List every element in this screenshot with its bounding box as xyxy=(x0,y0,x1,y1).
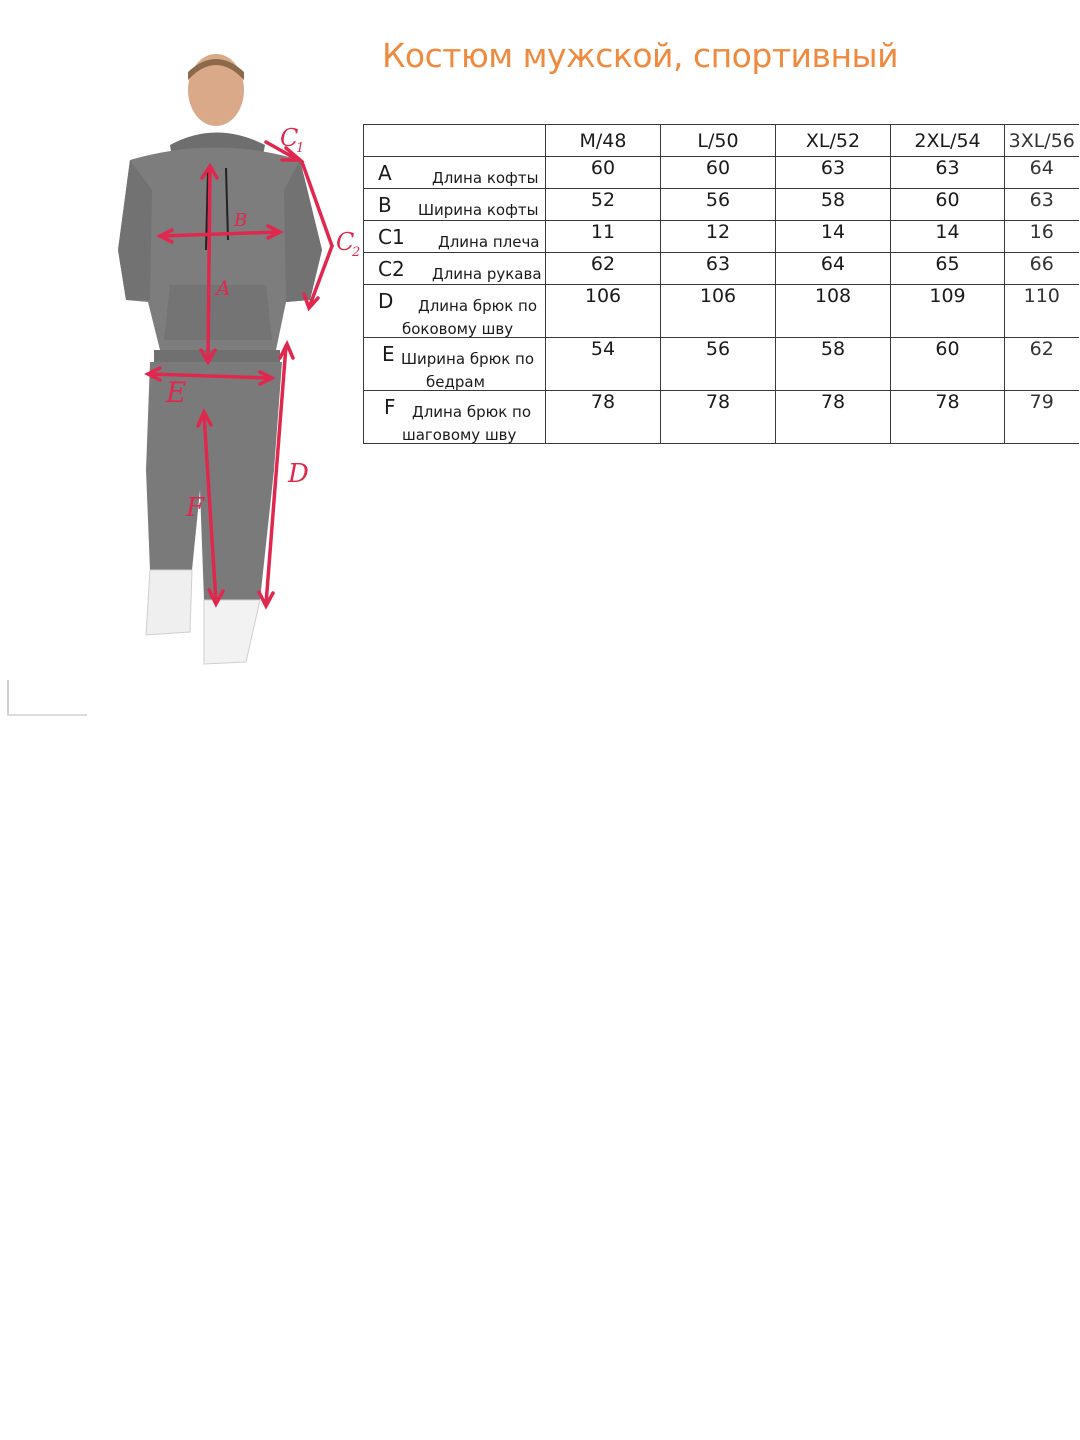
table-cell: 64 xyxy=(1005,157,1079,189)
divider-horizontal xyxy=(7,714,87,716)
row-description-line2: боковому шву xyxy=(402,320,514,338)
table-cell: 16 xyxy=(1005,221,1079,253)
row-description: Длина брюк по xyxy=(412,403,532,421)
row-description: Длина плеча xyxy=(438,233,540,251)
header-size: XL/52 xyxy=(776,125,891,157)
table-cell: 63 xyxy=(891,157,1005,189)
header-empty xyxy=(364,125,546,157)
table-cell: 63 xyxy=(1005,189,1079,221)
size-chart-table xyxy=(363,124,1079,444)
table-row xyxy=(364,253,1079,285)
table-cell: 60 xyxy=(661,157,776,189)
row-label xyxy=(364,338,546,391)
table-cell: 63 xyxy=(776,157,891,189)
row-description-line2: бедрам xyxy=(426,373,485,391)
row-label xyxy=(364,253,546,285)
row-code: A xyxy=(378,161,392,185)
table-cell: 78 xyxy=(776,391,891,444)
header-size: L/50 xyxy=(661,125,776,157)
label-a: A xyxy=(216,276,231,300)
row-label xyxy=(364,157,546,189)
table-cell: 64 xyxy=(776,253,891,285)
table-cell: 62 xyxy=(1005,338,1079,391)
table-cell: 14 xyxy=(776,221,891,253)
row-label xyxy=(364,221,546,253)
table-cell: 60 xyxy=(891,338,1005,391)
table-row xyxy=(364,285,1079,338)
header-size: 2XL/54 xyxy=(891,125,1005,157)
table-cell: 12 xyxy=(661,221,776,253)
row-description-line2: шаговому шву xyxy=(402,426,517,444)
table-cell: 108 xyxy=(776,285,891,338)
row-label xyxy=(364,391,546,444)
row-code: C2 xyxy=(378,257,405,281)
table-cell: 56 xyxy=(661,189,776,221)
table-header-row xyxy=(364,125,1079,157)
table-cell: 78 xyxy=(661,391,776,444)
row-description: Ширина кофты xyxy=(418,201,539,219)
table-row xyxy=(364,157,1079,189)
divider-vertical xyxy=(7,680,9,716)
label-b: B xyxy=(234,210,248,231)
table-row xyxy=(364,338,1079,391)
table-row xyxy=(364,189,1079,221)
table-cell: 109 xyxy=(891,285,1005,338)
table-cell: 52 xyxy=(546,189,661,221)
label-d: D xyxy=(288,459,309,489)
row-code: B xyxy=(378,193,392,217)
table-cell: 63 xyxy=(661,253,776,285)
table-row xyxy=(364,391,1079,444)
row-code: E xyxy=(382,342,395,366)
table-cell: 65 xyxy=(891,253,1005,285)
label-c1: C xyxy=(280,124,299,152)
table-cell: 78 xyxy=(891,391,1005,444)
table-cell: 62 xyxy=(546,253,661,285)
row-description: Длина брюк по xyxy=(418,297,538,315)
table-cell: 14 xyxy=(891,221,1005,253)
table-cell: 11 xyxy=(546,221,661,253)
label-c2: C xyxy=(336,228,355,256)
table-row xyxy=(364,221,1079,253)
label-f: F xyxy=(186,493,205,523)
table-cell: 78 xyxy=(546,391,661,444)
table-cell: 54 xyxy=(546,338,661,391)
table-cell: 79 xyxy=(1005,391,1079,444)
table-cell: 110 xyxy=(1005,285,1079,338)
table-cell: 58 xyxy=(776,338,891,391)
model-photo xyxy=(100,50,380,680)
table-cell: 56 xyxy=(661,338,776,391)
row-code: F xyxy=(384,395,396,419)
table-cell: 106 xyxy=(546,285,661,338)
model-illustration xyxy=(100,50,380,680)
table-cell: 66 xyxy=(1005,253,1079,285)
row-code: D xyxy=(378,289,394,313)
page-title: Костюм мужской, спортивный xyxy=(381,36,899,75)
label-e: E xyxy=(166,376,187,409)
header-size: M/48 xyxy=(546,125,661,157)
label-c2-sub: 2 xyxy=(352,245,361,260)
row-description: Длина рукава xyxy=(432,265,542,283)
row-code: C1 xyxy=(378,225,405,249)
table-cell: 106 xyxy=(661,285,776,338)
row-description: Длина кофты xyxy=(432,169,539,187)
row-label xyxy=(364,285,546,338)
label-c1-sub: 1 xyxy=(296,141,305,156)
row-label xyxy=(364,189,546,221)
table-cell: 60 xyxy=(891,189,1005,221)
table-cell: 58 xyxy=(776,189,891,221)
row-description: Ширина брюк по xyxy=(401,350,535,368)
table-cell: 60 xyxy=(546,157,661,189)
header-size: 3XL/56 xyxy=(1005,125,1079,157)
